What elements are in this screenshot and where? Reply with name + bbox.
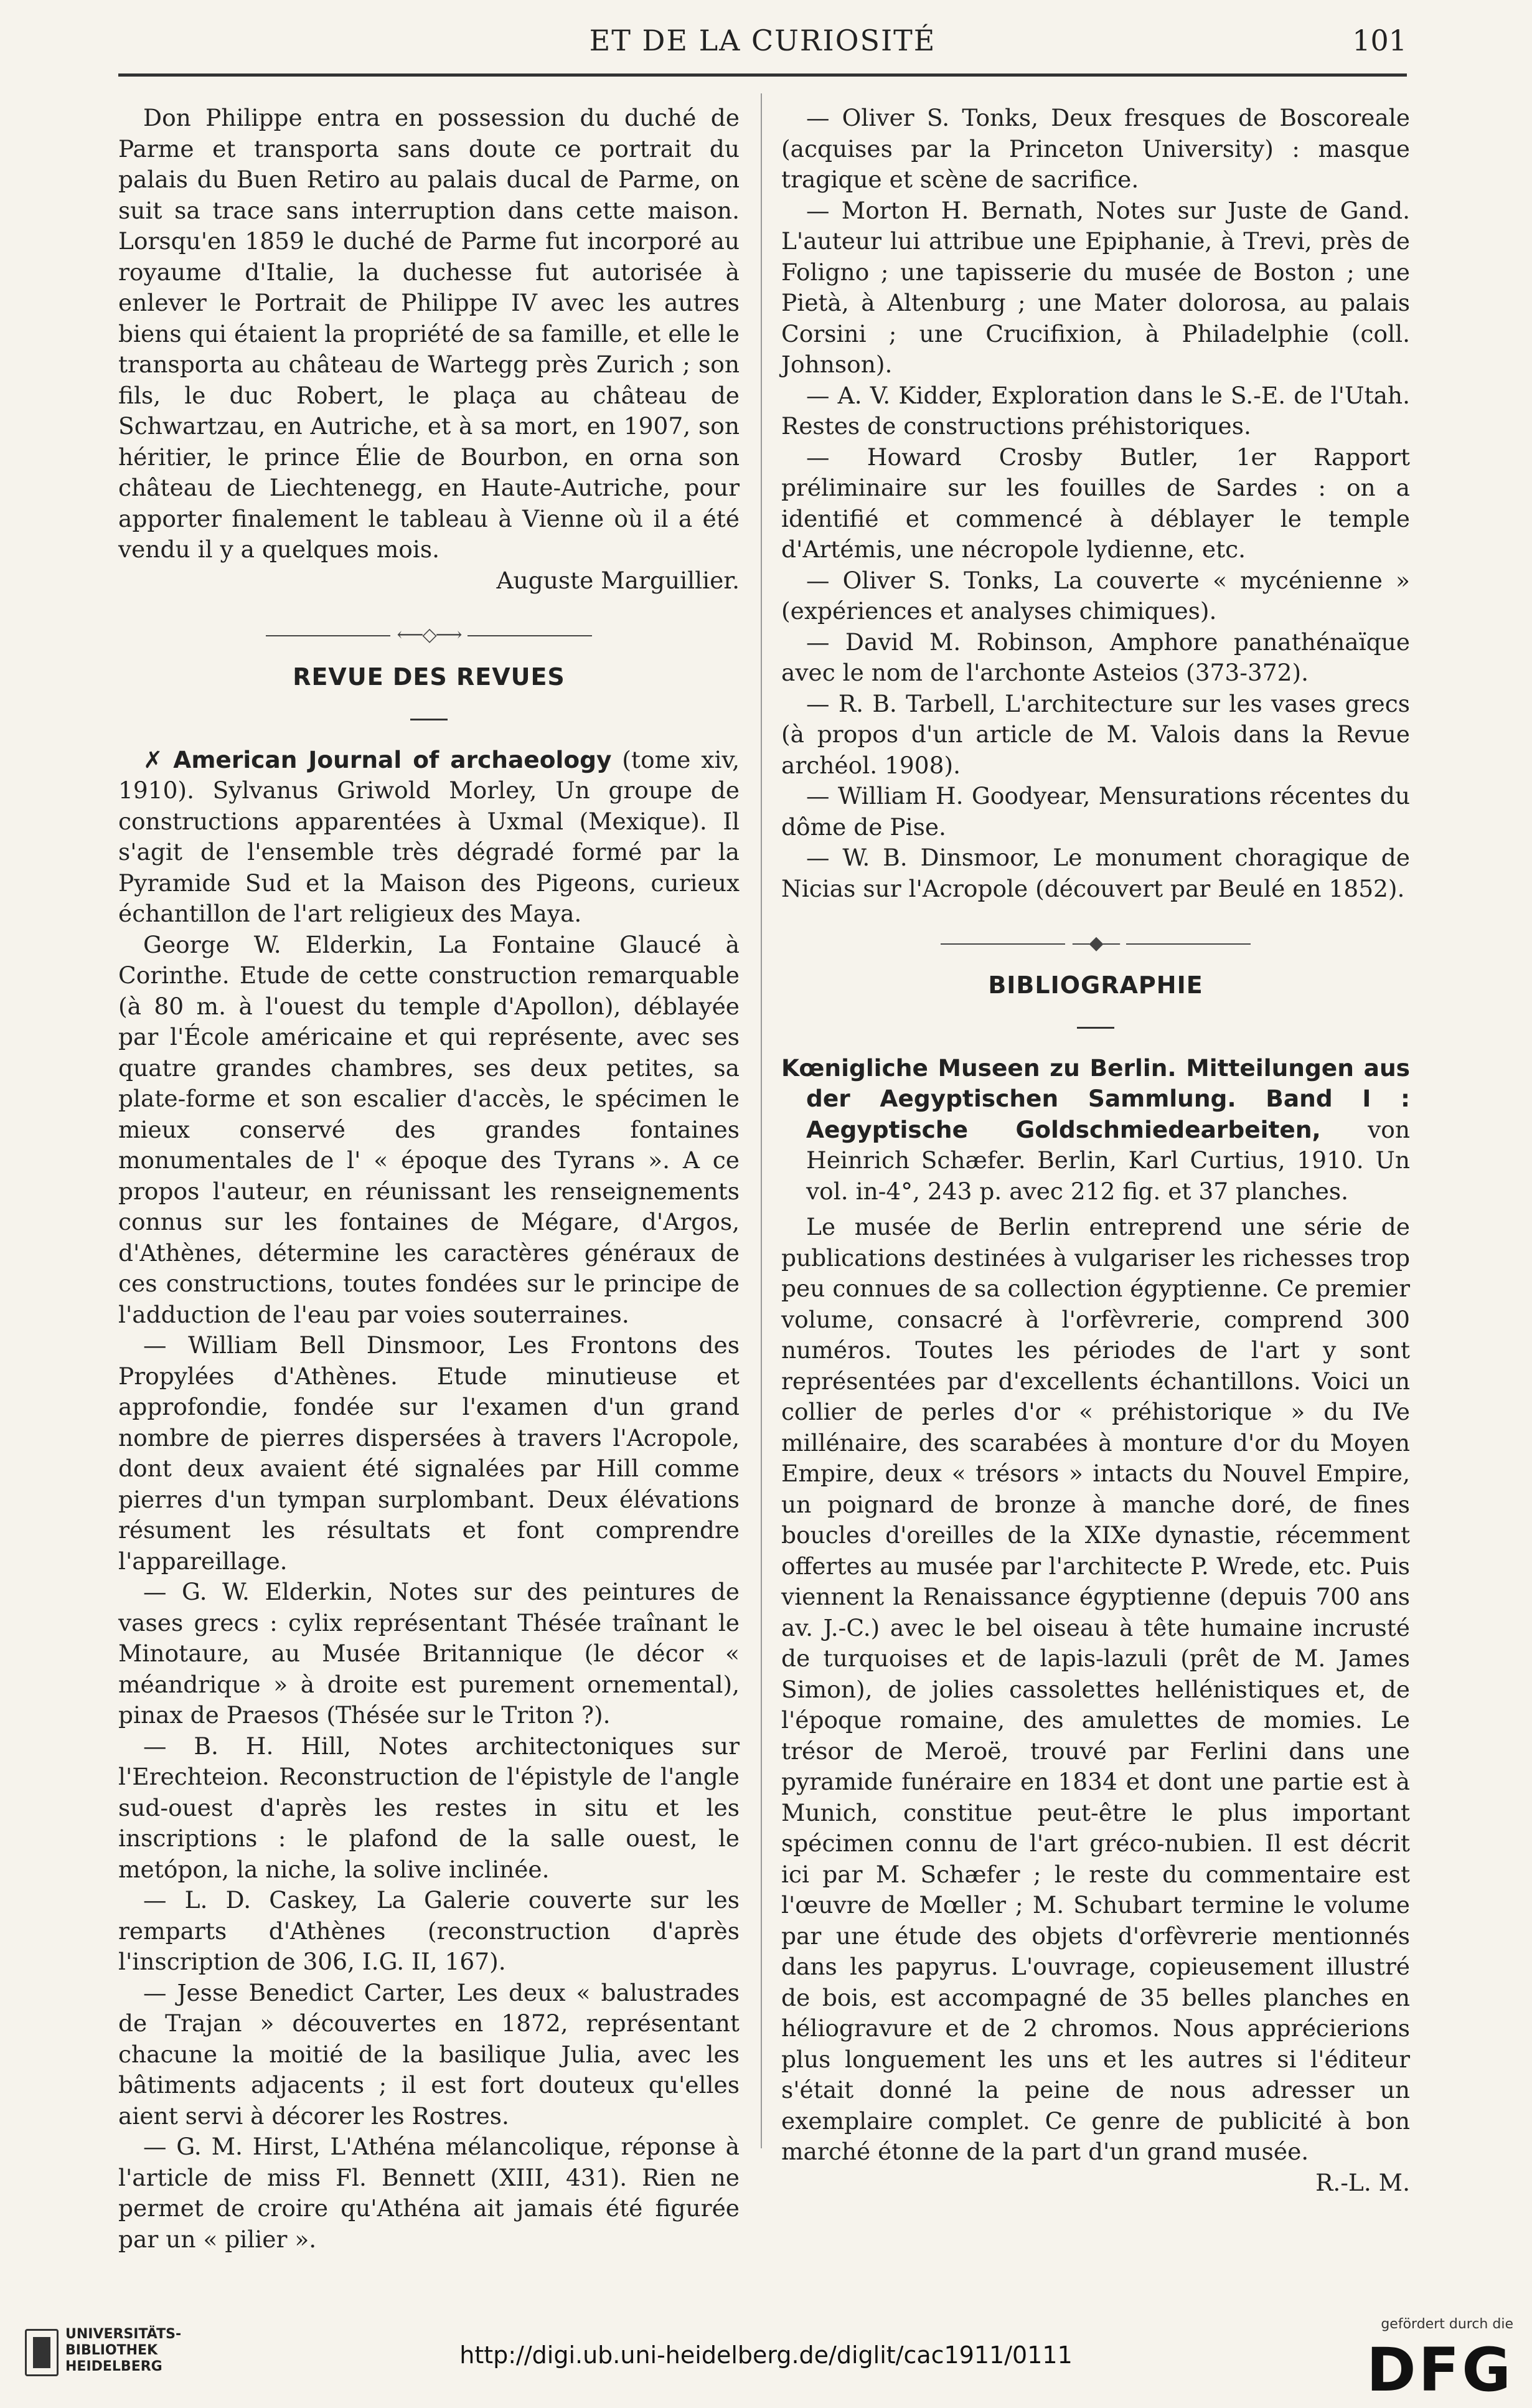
separator-ornament-right: —◆— — [781, 928, 1410, 959]
revue-entry: — B. H. Hill, Notes architectoniques sur l'Erechteion. Reconstruction de l'épistyle de l'angle sud-ouest d'après les restes in situ et les inscriptions : le plafond de la salle ouest, le metópon, la niche, la solive inclinée. — [118, 1732, 740, 1883]
running-title: ET DE LA CURIOSITÉ — [589, 24, 936, 57]
section-dash-right — [781, 1006, 1410, 1037]
header-rule — [118, 73, 1407, 77]
revue-entry: — A. V. Kidder, Exploration dans le S.-E. de l'Utah. Restes de constructions préhistoriques. — [781, 381, 1410, 440]
revue-entry: — Oliver S. Tonks, La couverte « mycénienne » (expériences et analyses chimiques). — [781, 566, 1410, 625]
page-number: 101 — [1352, 24, 1407, 57]
journal-title: American Journal of archaeology — [173, 745, 612, 773]
review-paragraph: Le musée de Berlin entreprend une série de publications destinées à vulgariser les richesses trop peu connues de sa collection égyptienne. Ce premier volume, consacré à l'orfèvrerie, comprend 300 numéros. Toutes les périodes de l'art y sont représentées par d'excellents échantillons. Voici un collier de perles d'or « préhistorique » du IVe millénaire, des scarabées à monture d'or du Moyen Empire, deux « trésors » intacts du Nouvel Empire, un poignard de bronze à manche doré, de fines boucles d'oreilles de la XIXe dynastie, récemment offertes au musée par l'architecte P. Wrede, etc. Puis viennent la Renaissance égyptienne (depuis 700 ans av. J.-C.) avec le bel oiseau à tête humaine incrusté de turquoises et de lapis-lazuli (prêt de M. James Simon), de jolies cassolettes hellénistiques et, de l'époque romaine, des amulettes de momies. Le trésor de Meroë, trouvé par Ferlini dans une pyramide funéraire en 1834 et dont une partie est à Munich, constitue peut-être le plus important spécimen connu de l'art gréco-nubien. Il est décrit ici par M. Schæfer ; le reste du commentaire est l'œuvre de Mœller ; M. Schubart termine le volume par une étude des objets d'orfèvrerie mentionnés dans les papyrus. L'ouvrage, copieusement illustré de bois, est accompagné de 35 belles planches en héliogravure et de 2 chromos. Nous apprécierions plus longuement les uns et les autres si l'éditeur s'était donné la peine de nous adresser un exemplaire complet. Ce genre de publicité à bon marché étonne de la part d'un grand musée. — [781, 1213, 1410, 2165]
right-column — [781, 103, 1410, 2198]
page-footer — [0, 2298, 1532, 2408]
bibliography-title: Kœnigliche Museen zu Berlin. Mitteilungen aus der Aegyptischen Sammlung. Band I : Aegyptische Goldschmiedearbeiten, — [781, 1054, 1410, 1143]
revue-entry: — G. M. Hirst, L'Athéna mélancolique, réponse à l'article de miss Fl. Bennett (XIII, 431). Rien ne permet de croire qu'Athéna ait jamais été figurée par un « pilier ». — [118, 2133, 740, 2253]
revue-entry: — Jesse Benedict Carter, Les deux « balustrades de Trajan » découvertes en 1872, représentant chacune la moitié de la basilique Julia, avec les bâtiments adjacents ; il est fort douteux qu'elles aient servi à décorer les Rostres. — [118, 1978, 740, 2130]
revue-entries — [118, 745, 740, 2255]
separator-ornament: ⟵◇⟶ — [118, 620, 740, 651]
section-title-revue: REVUE DES REVUES — [293, 663, 565, 691]
dfg-logo: DFG — [1366, 2335, 1513, 2405]
article-signature: Auguste Marguillier. — [496, 566, 740, 594]
revue-entry: — David M. Robinson, Amphore panathénaïque avec le nom de l'archonte Asteios (373-372). — [781, 628, 1410, 686]
revue-entry: — William H. Goodyear, Mensurations récentes du dôme de Pise. — [781, 782, 1410, 841]
revue-entry: — G. W. Elderkin, Notes sur des peintures de vases grecs : cylix représentant Thésée traînant le Minotaure, au Musée Britannique (le décor « méandrique » à droite est purement ornemental), pinax de Praesos (Thésée sur le Triton ?). — [118, 1578, 740, 1729]
revue-entries-continued — [781, 103, 1410, 904]
source-url[interactable]: http://digi.ub.uni-heidelberg.de/diglit/cac1911/0111 — [459, 2341, 1073, 2369]
university-name: UNIVERSITÄTS- BIBLIOTHEK HEIDELBERG — [65, 2326, 182, 2374]
review-signature: R.-L. M. — [1315, 2168, 1410, 2196]
revue-entry: — Howard Crosby Butler, 1er Rapport préliminaire sur les fouilles de Sardes : on a identifié et commencé à déblayer le temple d'Artémis, une nécropole lydienne, etc. — [781, 443, 1410, 563]
section-dash — [118, 697, 740, 729]
revue-entry: — William Bell Dinsmoor, Les Frontons des Propylées d'Athènes. Etude minutieuse et approfondie, fondée sur l'examen d'un grand nombre de pierres dispersées à travers l'Acropole, dont deux avaient été signalées par Hill comme pierres d'un tympan surplombant. Deux élévations résument les résultats et font comprendre l'appareillage. — [118, 1331, 740, 1575]
left-column — [118, 103, 740, 2255]
bibliography-entry — [781, 1053, 1410, 1207]
revue-entry: — Oliver S. Tonks, Deux fresques de Boscoreale (acquises par la Princeton University) : masque tragique et scène de sacrifice. — [781, 104, 1410, 193]
revue-entry: — R. B. Tarbell, L'architecture sur les vases grecs (à propos d'un article de M. Valois dans la Revue archéol. 1908). — [781, 689, 1410, 779]
bibliography-details: von Heinrich Schæfer. Berlin, Karl Curtius, 1910. Un vol. in-4°, 243 p. avec 212 fig. et 37 planches. — [806, 1115, 1410, 1205]
page-header — [118, 24, 1407, 73]
revue-entry: ✗ American Journal of archaeology (tome xiv, 1910). Sylvanus Griwold Morley, Un groupe de constructions apparentées à Uxmal (Mexique). Il s'agit de l'ensemble très dégradé formé par la Pyramide Sud et la Maison des Pigeons, curieux échantillon de l'art religieux des Maya. — [118, 745, 740, 927]
revue-entry: — L. D. Caskey, La Galerie couverte sur les remparts d'Athènes (reconstruction d'après l'inscription de 306, I.G. II, 167). — [118, 1886, 740, 1975]
revue-entry: — W. B. Dinsmoor, Le monument choragique de Nicias sur l'Acropole (découvert par Beulé en 1852). — [781, 844, 1410, 902]
intro-paragraph: Don Philippe entra en possession du duché de Parme et transporta sans doute ce portrait du palais du Buen Retiro au palais ducal de Parme, on suit sa trace sans interruption dans cette maison. Lorsqu'en 1859 le duché de Parme fut incorporé au royaume d'Italie, la duchesse fut autorisée à enlever le Portrait de Philippe IV avec les autres biens qui étaient la propriété de sa famille, et elle le transporta au château de Wartegg près Zurich ; son fils, le duc Robert, le plaça au château de Schwartzau, en Autriche, et à sa mort, en 1907, son héritier, le prince Élie de Bourbon, en orna son château de Liechtenegg, en Haute-Autriche, pour apporter finalement le tableau à Vienne où il a été vendu il y a quelques mois. — [118, 104, 740, 563]
column-divider — [761, 93, 762, 2148]
revue-entry: George W. Elderkin, La Fontaine Glaucé à Corinthe. Etude de cette construction remarquable (à 80 m. à l'ouest du temple d'Apollon), déblayée par l'École américaine et qui représente, avec ses quatre grandes chambres, ses deux petites, sa plate-forme et son escalier d'accès, le spécimen le mieux conservé des grandes fontaines monumentales de l' « époque des Tyrans ». A ce propos l'auteur, en réunissant les renseignements connus sur les fontaines de Mégare, d'Argos, d'Athènes, détermine les caractères généraux de ces constructions, toutes fondées sur le principe de l'adduction de l'eau par voies souterraines. — [118, 930, 740, 1328]
section-title-bibliographie: BIBLIOGRAPHIE — [988, 971, 1203, 999]
revue-entry: — Morton H. Bernath, Notes sur Juste de Gand. L'auteur lui attribue une Epiphanie, à Trevi, près de Foligno ; une tapisserie du musée de Boston ; une Pietà, à Altenburg ; une Mater dolorosa, au palais Corsini ; une Crucifixion, à Philadelphie (coll. Johnson). — [781, 196, 1410, 378]
funding-note: gefördert durch die — [1381, 2316, 1513, 2332]
